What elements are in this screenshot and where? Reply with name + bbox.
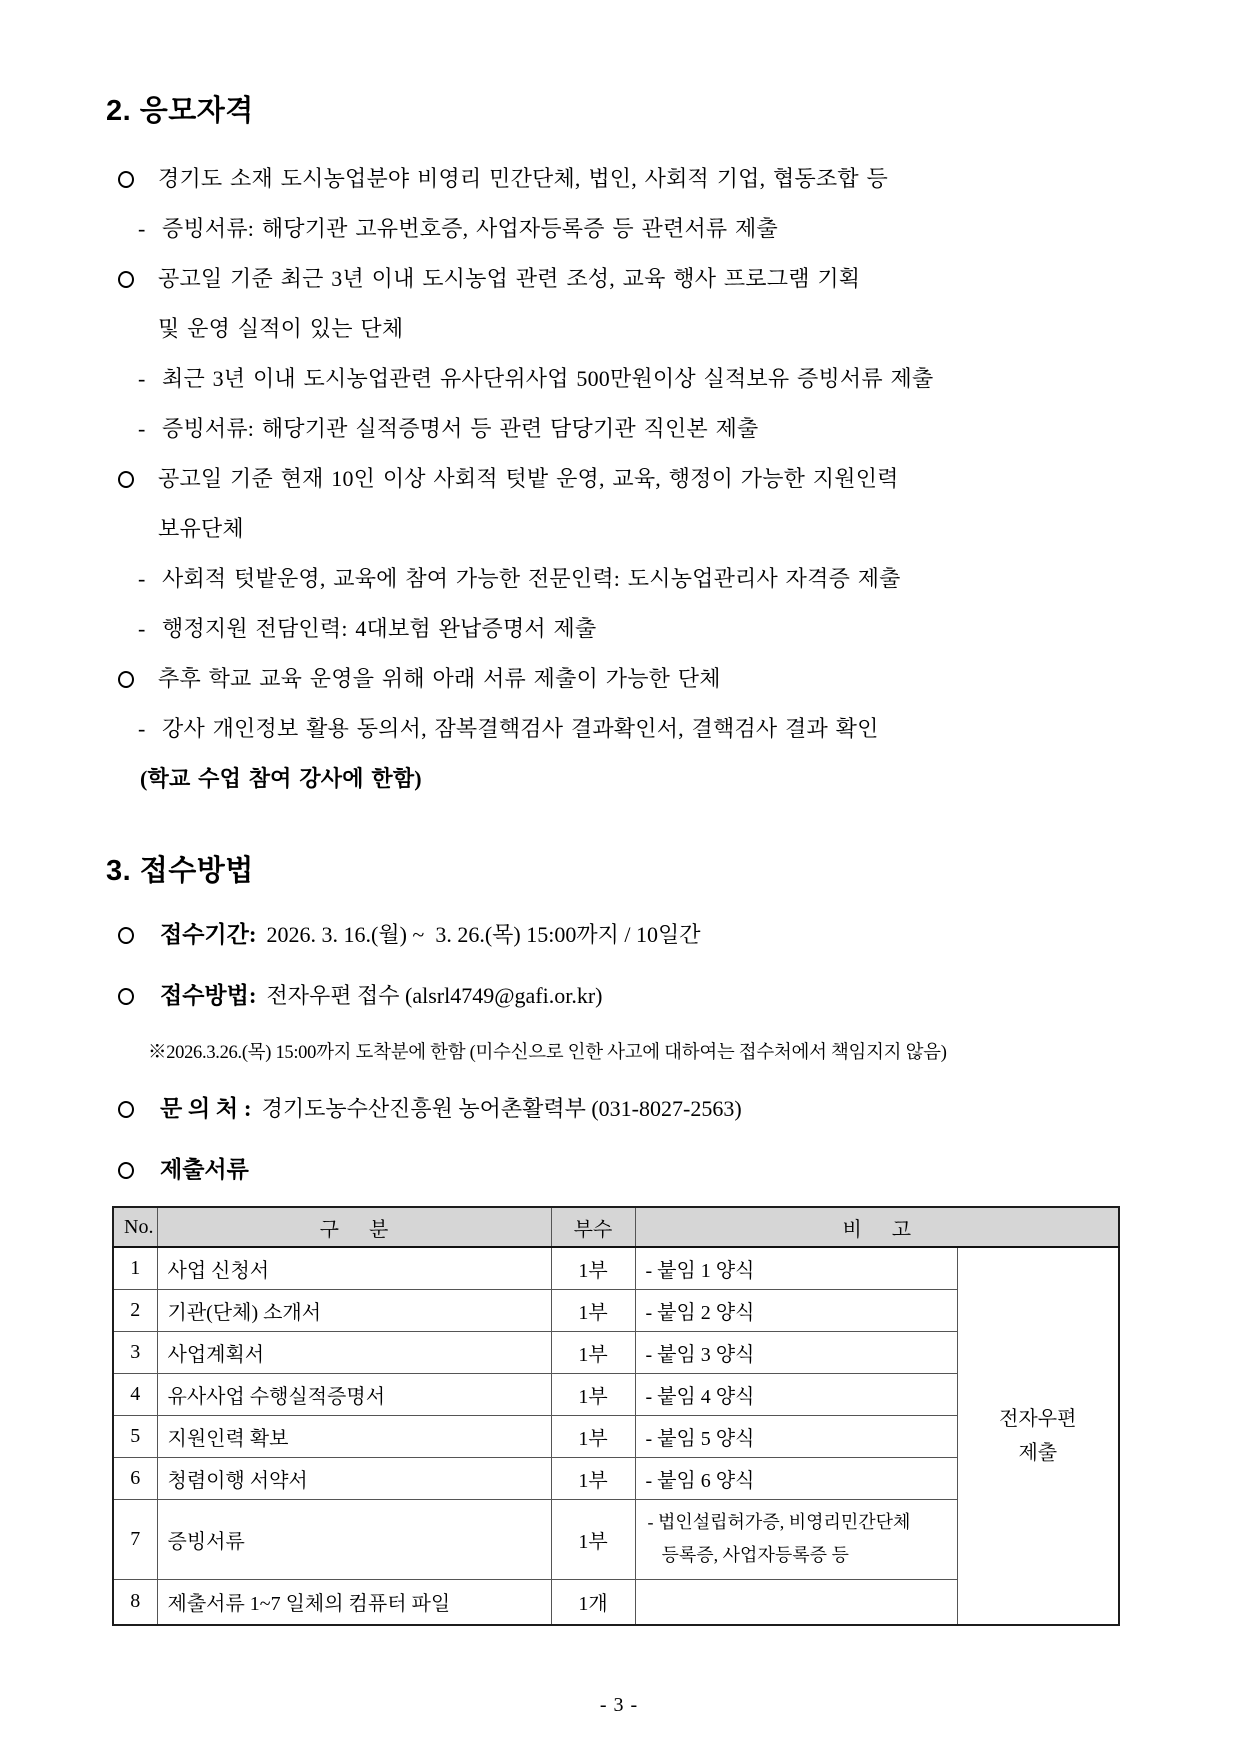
list-item-text: 행정지원 전담인력: 4대보험 완납증명서 제출 [162,616,597,641]
dash-bullet-icon: - [138,366,146,391]
reception-period-value: 2026. 3. 16.(월) ~ 3. 26.(목) 15:00까지 / 10일간 [266,922,701,947]
reception-period-line [104,910,1016,960]
cell-no: 8 [113,1579,157,1625]
list-subitem [104,604,1016,654]
circle-bullet-icon [118,1145,160,1195]
cell-category: 기관(단체) 소개서 [157,1289,551,1331]
cell-no: 1 [113,1247,157,1289]
reception-method-label: 접수방법: [160,983,257,1008]
cell-submission-method: 전자우편 제출 [957,1247,1119,1625]
submission-documents-table [112,1206,1120,1626]
cell-copies: 1부 [551,1331,635,1373]
list-subitem [104,554,1016,604]
list-item [104,254,1016,354]
cell-category: 증빙서류 [157,1499,551,1579]
section-3-body [104,910,1016,1195]
cell-no: 6 [113,1457,157,1499]
cell-remarks: - 붙임 6 양식 [635,1457,957,1499]
list-item-text: 증빙서류: 해당기관 실적증명서 등 관련 담당기관 직인본 제출 [162,416,759,441]
header-copies: 부수 [551,1207,635,1247]
cell-remarks: - 법인설립허가증, 비영리민간단체 등록증, 사업자등록증 등 [635,1499,957,1579]
dash-bullet-icon: - [138,716,146,741]
dash-bullet-icon: - [138,216,146,241]
deadline-note: ※2026.3.26.(목) 15:00까지 도착분에 한함 (미수신으로 인한 사고에 대하여는 접수처에서 책임지지 않음) [148,1043,947,1063]
cell-copies: 1부 [551,1247,635,1289]
list-item-text: 증빙서류: 해당기관 고유번호증, 사업자등록증 등 관련서류 제출 [162,216,778,241]
cell-remarks [635,1579,957,1625]
list-item [104,154,1016,204]
cell-category: 유사사업 수행실적증명서 [157,1373,551,1415]
list-note-bold [104,754,1016,804]
reception-method-value: 전자우편 접수 (alsrl4749@gafi.or.kr) [266,983,603,1008]
cell-category: 사업계획서 [157,1331,551,1373]
cell-category: 청렴이행 서약서 [157,1457,551,1499]
circle-bullet-icon [118,910,160,960]
header-remarks: 비 고 [635,1207,1119,1247]
list-item-text: 최근 3년 이내 도시농업관련 유사단위사업 500만원이상 실적보유 증빙서류 제출 [162,366,934,391]
cell-no: 7 [113,1499,157,1579]
cell-remarks: - 붙임 2 양식 [635,1289,957,1331]
cell-remarks: - 붙임 1 양식 [635,1247,957,1289]
list-item [104,654,1016,704]
contact-value: 경기도농수산진흥원 농어촌활력부 (031-8027-2563) [261,1096,742,1121]
list-item-text: 강사 개인정보 활용 동의서, 잠복결핵검사 결과확인서, 결핵검사 결과 확인 [162,716,879,741]
cell-no: 5 [113,1415,157,1457]
documents-label: 제출서류 [160,1157,249,1182]
cell-copies: 1부 [551,1499,635,1579]
section-2-body [104,154,1016,804]
dash-bullet-icon: - [138,616,146,641]
section-3 [104,852,1134,1626]
circle-bullet-icon [118,154,158,204]
list-item [104,454,1016,554]
cell-no: 4 [113,1373,157,1415]
section-2-title: 2. 응모자격 [106,95,254,127]
cell-copies: 1개 [551,1579,635,1625]
reception-period-label: 접수기간: [160,922,257,947]
cell-remarks: - 붙임 3 양식 [635,1331,957,1373]
cell-category: 지원인력 확보 [157,1415,551,1457]
list-subitem [104,704,1016,754]
list-subitem [104,404,1016,454]
list-item-text: 추후 학교 교육 운영을 위해 아래 서류 제출이 가능한 단체 [158,666,721,691]
circle-bullet-icon [118,654,158,704]
list-item-text: 공고일 기준 현재 10인 이상 사회적 텃밭 운영, 교육, 행정이 가능한 지원인력 보유단체 [158,466,899,541]
documents-line [104,1145,1016,1195]
circle-bullet-icon [118,454,158,504]
header-category: 구 분 [157,1207,551,1247]
list-subitem [104,354,1016,404]
header-no: No. [113,1207,157,1247]
list-item-text: 사회적 텃밭운영, 교육에 참여 가능한 전문인력: 도시농업관리사 자격증 제출 [162,566,901,591]
list-item-text: 공고일 기준 최근 3년 이내 도시농업 관련 조성, 교육 행사 프로그램 기획 및 운영 실적이 있는 단체 [158,266,861,341]
cell-copies: 1부 [551,1289,635,1331]
dash-bullet-icon: - [138,566,146,591]
dash-bullet-icon: - [138,416,146,441]
table-header-row [113,1207,1119,1247]
contact-line [104,1084,1016,1134]
cell-copies: 1부 [551,1373,635,1415]
cell-category: 사업 신청서 [157,1247,551,1289]
circle-bullet-icon [118,254,158,304]
cell-no: 2 [113,1289,157,1331]
circle-bullet-icon [118,1084,160,1134]
table-row [113,1247,1119,1289]
section-3-title: 3. 접수방법 [106,855,254,887]
cell-category: 제출서류 1~7 일체의 컴퓨터 파일 [157,1579,551,1625]
reception-method-line [104,971,1016,1021]
cell-no: 3 [113,1331,157,1373]
list-subitem [104,204,1016,254]
list-item-text: 경기도 소재 도시농업분야 비영리 민간단체, 법인, 사회적 기업, 협동조합 등 [158,166,888,191]
page-number: - 3 - [599,1694,639,1716]
cell-copies: 1부 [551,1415,635,1457]
contact-label: 문 의 처 : [160,1096,252,1121]
cell-copies: 1부 [551,1457,635,1499]
circle-bullet-icon [118,971,160,1021]
cell-remarks: - 붙임 5 양식 [635,1415,957,1457]
cell-remarks: - 붙임 4 양식 [635,1373,957,1415]
list-item-text: (학교 수업 참여 강사에 한함) [140,766,422,791]
